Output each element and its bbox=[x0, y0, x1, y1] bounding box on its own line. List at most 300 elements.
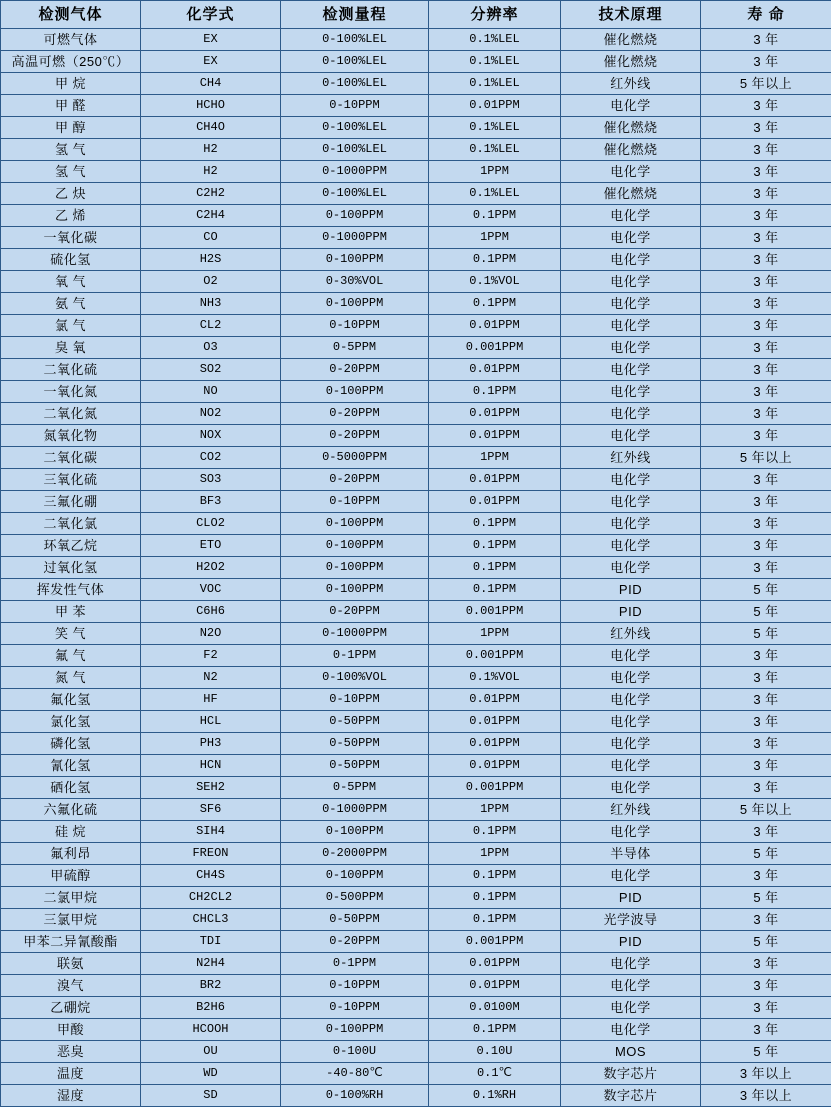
cell-range: 0-100PPM bbox=[281, 557, 429, 579]
cell-range: 0-2000PPM bbox=[281, 843, 429, 865]
cell-principle: 电化学 bbox=[561, 271, 701, 293]
cell-formula: H2O2 bbox=[141, 557, 281, 579]
cell-resolution: 0.01PPM bbox=[429, 975, 561, 997]
cell-principle: MOS bbox=[561, 1041, 701, 1063]
cell-resolution: 0.1%LEL bbox=[429, 183, 561, 205]
cell-lifetime: 3 年 bbox=[701, 51, 831, 73]
cell-resolution: 0.1PPM bbox=[429, 909, 561, 931]
cell-gas: 三氯甲烷 bbox=[1, 909, 141, 931]
cell-principle: 电化学 bbox=[561, 733, 701, 755]
table-row bbox=[1, 403, 831, 425]
cell-range: 0-1PPM bbox=[281, 645, 429, 667]
cell-lifetime: 3 年 bbox=[701, 777, 831, 799]
cell-formula: CH4 bbox=[141, 73, 281, 95]
cell-resolution: 0.1PPM bbox=[429, 535, 561, 557]
cell-principle: 电化学 bbox=[561, 535, 701, 557]
cell-principle: 电化学 bbox=[561, 315, 701, 337]
cell-lifetime: 3 年 bbox=[701, 183, 831, 205]
cell-range: 0-100PPM bbox=[281, 249, 429, 271]
cell-range: 0-100%LEL bbox=[281, 139, 429, 161]
table-row bbox=[1, 1019, 831, 1041]
cell-gas: 六氟化硫 bbox=[1, 799, 141, 821]
table-row bbox=[1, 249, 831, 271]
cell-resolution: 0.1PPM bbox=[429, 381, 561, 403]
cell-principle: 红外线 bbox=[561, 799, 701, 821]
cell-lifetime: 3 年 bbox=[701, 865, 831, 887]
cell-range: 0-1000PPM bbox=[281, 623, 429, 645]
cell-lifetime: 3 年 bbox=[701, 293, 831, 315]
cell-range: 0-1000PPM bbox=[281, 161, 429, 183]
table-row bbox=[1, 161, 831, 183]
cell-resolution: 0.01PPM bbox=[429, 469, 561, 491]
cell-resolution: 0.1PPM bbox=[429, 821, 561, 843]
cell-resolution: 0.1PPM bbox=[429, 579, 561, 601]
cell-resolution: 0.1PPM bbox=[429, 865, 561, 887]
cell-formula: CH4O bbox=[141, 117, 281, 139]
table-row bbox=[1, 843, 831, 865]
cell-range: 0-500PPM bbox=[281, 887, 429, 909]
cell-resolution: 0.01PPM bbox=[429, 953, 561, 975]
cell-range: 0-20PPM bbox=[281, 425, 429, 447]
cell-formula: HCN bbox=[141, 755, 281, 777]
table-row bbox=[1, 1041, 831, 1063]
table-row bbox=[1, 293, 831, 315]
cell-formula: O2 bbox=[141, 271, 281, 293]
table-row bbox=[1, 821, 831, 843]
cell-resolution: 0.001PPM bbox=[429, 601, 561, 623]
cell-resolution: 0.001PPM bbox=[429, 931, 561, 953]
cell-lifetime: 3 年 bbox=[701, 315, 831, 337]
cell-resolution: 0.1PPM bbox=[429, 1019, 561, 1041]
cell-principle: 电化学 bbox=[561, 1019, 701, 1041]
cell-lifetime: 3 年 bbox=[701, 469, 831, 491]
cell-resolution: 1PPM bbox=[429, 799, 561, 821]
cell-formula: ETO bbox=[141, 535, 281, 557]
table-row bbox=[1, 931, 831, 953]
cell-principle: 电化学 bbox=[561, 403, 701, 425]
cell-principle: 电化学 bbox=[561, 337, 701, 359]
cell-gas: 溴气 bbox=[1, 975, 141, 997]
cell-gas: 氨 气 bbox=[1, 293, 141, 315]
cell-resolution: 0.1%LEL bbox=[429, 139, 561, 161]
cell-resolution: 0.01PPM bbox=[429, 403, 561, 425]
table-row bbox=[1, 1085, 831, 1107]
cell-lifetime: 3 年 bbox=[701, 117, 831, 139]
cell-resolution: 0.01PPM bbox=[429, 711, 561, 733]
table-row bbox=[1, 1063, 831, 1085]
cell-formula: EX bbox=[141, 51, 281, 73]
cell-resolution: 0.001PPM bbox=[429, 337, 561, 359]
cell-resolution: 0.1%LEL bbox=[429, 29, 561, 51]
cell-range: 0-50PPM bbox=[281, 711, 429, 733]
cell-principle: 电化学 bbox=[561, 95, 701, 117]
cell-resolution: 0.01PPM bbox=[429, 425, 561, 447]
table-row bbox=[1, 425, 831, 447]
cell-resolution: 0.01PPM bbox=[429, 755, 561, 777]
cell-range: 0-20PPM bbox=[281, 359, 429, 381]
table-row bbox=[1, 183, 831, 205]
cell-range: 0-5PPM bbox=[281, 777, 429, 799]
cell-formula: BR2 bbox=[141, 975, 281, 997]
cell-formula: N2 bbox=[141, 667, 281, 689]
cell-range: 0-20PPM bbox=[281, 601, 429, 623]
cell-gas: 氰化氢 bbox=[1, 755, 141, 777]
cell-range: 0-100%LEL bbox=[281, 29, 429, 51]
cell-gas: 乙 烯 bbox=[1, 205, 141, 227]
cell-lifetime: 5 年 bbox=[701, 623, 831, 645]
cell-lifetime: 5 年 bbox=[701, 843, 831, 865]
cell-gas: 甲 醇 bbox=[1, 117, 141, 139]
cell-lifetime: 3 年 bbox=[701, 711, 831, 733]
cell-principle: 催化燃烧 bbox=[561, 29, 701, 51]
cell-principle: PID bbox=[561, 931, 701, 953]
cell-lifetime: 3 年 bbox=[701, 337, 831, 359]
cell-lifetime: 3 年 bbox=[701, 733, 831, 755]
table-row bbox=[1, 579, 831, 601]
cell-range: 0-100PPM bbox=[281, 821, 429, 843]
cell-gas: 氮氧化物 bbox=[1, 425, 141, 447]
cell-lifetime: 3 年 bbox=[701, 755, 831, 777]
cell-range: 0-1PPM bbox=[281, 953, 429, 975]
cell-gas: 乙 炔 bbox=[1, 183, 141, 205]
cell-principle: 电化学 bbox=[561, 293, 701, 315]
cell-resolution: 0.01PPM bbox=[429, 733, 561, 755]
table-row bbox=[1, 997, 831, 1019]
cell-range: 0-100PPM bbox=[281, 293, 429, 315]
table-row bbox=[1, 865, 831, 887]
cell-gas: 三氧化硫 bbox=[1, 469, 141, 491]
cell-resolution: 0.1%VOL bbox=[429, 667, 561, 689]
cell-lifetime: 3 年 bbox=[701, 227, 831, 249]
cell-formula: NH3 bbox=[141, 293, 281, 315]
cell-principle: PID bbox=[561, 601, 701, 623]
table-row bbox=[1, 271, 831, 293]
cell-range: 0-10PPM bbox=[281, 315, 429, 337]
cell-principle: 数字芯片 bbox=[561, 1063, 701, 1085]
cell-lifetime: 3 年 bbox=[701, 425, 831, 447]
cell-lifetime: 5 年 bbox=[701, 931, 831, 953]
cell-principle: 电化学 bbox=[561, 491, 701, 513]
cell-range: 0-100%RH bbox=[281, 1085, 429, 1107]
cell-gas: 三氟化硼 bbox=[1, 491, 141, 513]
cell-formula: OU bbox=[141, 1041, 281, 1063]
cell-lifetime: 3 年 bbox=[701, 689, 831, 711]
table-row bbox=[1, 337, 831, 359]
cell-principle: 催化燃烧 bbox=[561, 183, 701, 205]
cell-lifetime: 3 年 bbox=[701, 359, 831, 381]
cell-range: 0-100%LEL bbox=[281, 117, 429, 139]
cell-principle: 电化学 bbox=[561, 557, 701, 579]
cell-formula: FREON bbox=[141, 843, 281, 865]
cell-resolution: 0.10U bbox=[429, 1041, 561, 1063]
cell-gas: 可燃气体 bbox=[1, 29, 141, 51]
cell-range: 0-10PPM bbox=[281, 491, 429, 513]
cell-resolution: 0.01PPM bbox=[429, 95, 561, 117]
table-row bbox=[1, 645, 831, 667]
cell-formula: C2H2 bbox=[141, 183, 281, 205]
cell-range: -40-80℃ bbox=[281, 1063, 429, 1085]
cell-resolution: 0.01PPM bbox=[429, 315, 561, 337]
cell-range: 0-100PPM bbox=[281, 865, 429, 887]
table-row bbox=[1, 29, 831, 51]
cell-resolution: 0.001PPM bbox=[429, 645, 561, 667]
cell-gas: 高温可燃（250℃） bbox=[1, 51, 141, 73]
cell-principle: 电化学 bbox=[561, 645, 701, 667]
cell-range: 0-1000PPM bbox=[281, 799, 429, 821]
table-row bbox=[1, 117, 831, 139]
cell-principle: 电化学 bbox=[561, 227, 701, 249]
cell-lifetime: 3 年 bbox=[701, 205, 831, 227]
cell-principle: 电化学 bbox=[561, 205, 701, 227]
cell-principle: 电化学 bbox=[561, 249, 701, 271]
cell-principle: 电化学 bbox=[561, 689, 701, 711]
cell-principle: 电化学 bbox=[561, 161, 701, 183]
cell-gas: 甲苯二异氰酸酯 bbox=[1, 931, 141, 953]
table-row bbox=[1, 73, 831, 95]
cell-formula: NOX bbox=[141, 425, 281, 447]
cell-range: 0-100PPM bbox=[281, 579, 429, 601]
cell-formula: SIH4 bbox=[141, 821, 281, 843]
cell-formula: O3 bbox=[141, 337, 281, 359]
cell-gas: 硒化氢 bbox=[1, 777, 141, 799]
cell-resolution: 0.0100M bbox=[429, 997, 561, 1019]
cell-formula: CH2CL2 bbox=[141, 887, 281, 909]
cell-principle: 电化学 bbox=[561, 821, 701, 843]
table-row bbox=[1, 227, 831, 249]
table-row bbox=[1, 205, 831, 227]
cell-gas: 硅 烷 bbox=[1, 821, 141, 843]
cell-lifetime: 3 年 bbox=[701, 645, 831, 667]
cell-range: 0-100PPM bbox=[281, 513, 429, 535]
cell-lifetime: 3 年 bbox=[701, 381, 831, 403]
cell-range: 0-10PPM bbox=[281, 689, 429, 711]
table-row bbox=[1, 667, 831, 689]
cell-resolution: 0.1PPM bbox=[429, 293, 561, 315]
cell-range: 0-1000PPM bbox=[281, 227, 429, 249]
cell-gas: 环氧乙烷 bbox=[1, 535, 141, 557]
cell-range: 0-100%LEL bbox=[281, 183, 429, 205]
table-row bbox=[1, 491, 831, 513]
cell-gas: 氯 气 bbox=[1, 315, 141, 337]
cell-formula: HCHO bbox=[141, 95, 281, 117]
table-row bbox=[1, 513, 831, 535]
cell-gas: 湿度 bbox=[1, 1085, 141, 1107]
cell-resolution: 0.1PPM bbox=[429, 557, 561, 579]
cell-resolution: 0.1%LEL bbox=[429, 117, 561, 139]
cell-formula: CO bbox=[141, 227, 281, 249]
cell-lifetime: 5 年 bbox=[701, 887, 831, 909]
cell-range: 0-20PPM bbox=[281, 931, 429, 953]
cell-resolution: 1PPM bbox=[429, 227, 561, 249]
cell-gas: 氮 气 bbox=[1, 667, 141, 689]
cell-gas: 磷化氢 bbox=[1, 733, 141, 755]
cell-gas: 氯化氢 bbox=[1, 711, 141, 733]
cell-formula: F2 bbox=[141, 645, 281, 667]
cell-lifetime: 5 年 bbox=[701, 1041, 831, 1063]
cell-formula: CL2 bbox=[141, 315, 281, 337]
cell-lifetime: 5 年以上 bbox=[701, 73, 831, 95]
cell-principle: 电化学 bbox=[561, 755, 701, 777]
cell-formula: HF bbox=[141, 689, 281, 711]
table-row bbox=[1, 601, 831, 623]
cell-principle: 电化学 bbox=[561, 667, 701, 689]
cell-lifetime: 3 年 bbox=[701, 535, 831, 557]
cell-principle: 电化学 bbox=[561, 975, 701, 997]
cell-formula: CO2 bbox=[141, 447, 281, 469]
cell-formula: N2O bbox=[141, 623, 281, 645]
table-row bbox=[1, 799, 831, 821]
cell-formula: H2 bbox=[141, 161, 281, 183]
cell-lifetime: 5 年 bbox=[701, 601, 831, 623]
cell-principle: 电化学 bbox=[561, 359, 701, 381]
cell-principle: 电化学 bbox=[561, 711, 701, 733]
cell-gas: 氧 气 bbox=[1, 271, 141, 293]
table-row bbox=[1, 95, 831, 117]
cell-gas: 氟化氢 bbox=[1, 689, 141, 711]
cell-range: 0-100%LEL bbox=[281, 51, 429, 73]
cell-gas: 臭 氧 bbox=[1, 337, 141, 359]
table-row bbox=[1, 887, 831, 909]
table-row bbox=[1, 535, 831, 557]
cell-principle: 红外线 bbox=[561, 447, 701, 469]
cell-principle: 电化学 bbox=[561, 381, 701, 403]
cell-range: 0-100PPM bbox=[281, 1019, 429, 1041]
cell-formula: SO2 bbox=[141, 359, 281, 381]
cell-lifetime: 3 年 bbox=[701, 997, 831, 1019]
cell-resolution: 0.01PPM bbox=[429, 689, 561, 711]
cell-principle: 光学波导 bbox=[561, 909, 701, 931]
cell-range: 0-10PPM bbox=[281, 95, 429, 117]
cell-gas: 二氧化碳 bbox=[1, 447, 141, 469]
table-row bbox=[1, 777, 831, 799]
cell-principle: 催化燃烧 bbox=[561, 139, 701, 161]
table-row bbox=[1, 689, 831, 711]
cell-formula: CLO2 bbox=[141, 513, 281, 535]
cell-formula: SO3 bbox=[141, 469, 281, 491]
cell-gas: 挥发性气体 bbox=[1, 579, 141, 601]
cell-lifetime: 3 年 bbox=[701, 909, 831, 931]
cell-resolution: 0.01PPM bbox=[429, 491, 561, 513]
cell-principle: 电化学 bbox=[561, 469, 701, 491]
cell-formula: SEH2 bbox=[141, 777, 281, 799]
column-header-lifetime: 寿 命 bbox=[701, 1, 831, 29]
cell-lifetime: 5 年以上 bbox=[701, 799, 831, 821]
cell-gas: 硫化氢 bbox=[1, 249, 141, 271]
cell-formula: H2 bbox=[141, 139, 281, 161]
cell-gas: 笑 气 bbox=[1, 623, 141, 645]
cell-formula: C2H4 bbox=[141, 205, 281, 227]
cell-gas: 一氧化碳 bbox=[1, 227, 141, 249]
cell-gas: 甲 苯 bbox=[1, 601, 141, 623]
cell-range: 0-50PPM bbox=[281, 733, 429, 755]
cell-principle: 半导体 bbox=[561, 843, 701, 865]
cell-range: 0-30%VOL bbox=[281, 271, 429, 293]
cell-gas: 氟利昂 bbox=[1, 843, 141, 865]
cell-resolution: 0.1%LEL bbox=[429, 51, 561, 73]
cell-gas: 一氧化氮 bbox=[1, 381, 141, 403]
cell-range: 0-10PPM bbox=[281, 997, 429, 1019]
cell-formula: HCOOH bbox=[141, 1019, 281, 1041]
cell-lifetime: 5 年以上 bbox=[701, 447, 831, 469]
cell-formula: VOC bbox=[141, 579, 281, 601]
cell-lifetime: 3 年 bbox=[701, 139, 831, 161]
cell-principle: PID bbox=[561, 887, 701, 909]
column-header-formula: 化学式 bbox=[141, 1, 281, 29]
cell-lifetime: 3 年 bbox=[701, 491, 831, 513]
cell-principle: 催化燃烧 bbox=[561, 51, 701, 73]
table-row bbox=[1, 381, 831, 403]
cell-range: 0-100%VOL bbox=[281, 667, 429, 689]
table-row bbox=[1, 51, 831, 73]
cell-gas: 恶臭 bbox=[1, 1041, 141, 1063]
table-header-row bbox=[1, 1, 831, 29]
cell-lifetime: 3 年 bbox=[701, 161, 831, 183]
cell-resolution: 0.1PPM bbox=[429, 513, 561, 535]
cell-formula: NO2 bbox=[141, 403, 281, 425]
cell-formula: EX bbox=[141, 29, 281, 51]
cell-resolution: 1PPM bbox=[429, 161, 561, 183]
cell-resolution: 0.1PPM bbox=[429, 249, 561, 271]
cell-principle: 电化学 bbox=[561, 513, 701, 535]
table-row bbox=[1, 953, 831, 975]
cell-formula: SF6 bbox=[141, 799, 281, 821]
cell-range: 0-10PPM bbox=[281, 975, 429, 997]
cell-principle: 催化燃烧 bbox=[561, 117, 701, 139]
cell-gas: 二氧化氯 bbox=[1, 513, 141, 535]
cell-range: 0-5PPM bbox=[281, 337, 429, 359]
cell-resolution: 0.1PPM bbox=[429, 887, 561, 909]
cell-formula: CH4S bbox=[141, 865, 281, 887]
cell-principle: 电化学 bbox=[561, 953, 701, 975]
cell-lifetime: 3 年 bbox=[701, 953, 831, 975]
cell-formula: HCL bbox=[141, 711, 281, 733]
table-row bbox=[1, 909, 831, 931]
table-row bbox=[1, 755, 831, 777]
column-header-resolution: 分辨率 bbox=[429, 1, 561, 29]
cell-gas: 过氧化氢 bbox=[1, 557, 141, 579]
cell-principle: PID bbox=[561, 579, 701, 601]
cell-gas: 甲硫醇 bbox=[1, 865, 141, 887]
cell-lifetime: 3 年 bbox=[701, 975, 831, 997]
table-row bbox=[1, 733, 831, 755]
table-row bbox=[1, 469, 831, 491]
cell-resolution: 1PPM bbox=[429, 447, 561, 469]
cell-resolution: 1PPM bbox=[429, 623, 561, 645]
table-row bbox=[1, 711, 831, 733]
cell-resolution: 0.1PPM bbox=[429, 205, 561, 227]
cell-resolution: 0.001PPM bbox=[429, 777, 561, 799]
cell-gas: 甲 烷 bbox=[1, 73, 141, 95]
cell-formula: TDI bbox=[141, 931, 281, 953]
cell-formula: CHCL3 bbox=[141, 909, 281, 931]
cell-gas: 氟 气 bbox=[1, 645, 141, 667]
cell-gas: 二氧化硫 bbox=[1, 359, 141, 381]
cell-formula: SD bbox=[141, 1085, 281, 1107]
cell-range: 0-50PPM bbox=[281, 755, 429, 777]
cell-lifetime: 3 年 bbox=[701, 249, 831, 271]
cell-lifetime: 3 年以上 bbox=[701, 1085, 831, 1107]
cell-formula: N2H4 bbox=[141, 953, 281, 975]
cell-formula: WD bbox=[141, 1063, 281, 1085]
cell-range: 0-100PPM bbox=[281, 535, 429, 557]
table-row bbox=[1, 139, 831, 161]
cell-lifetime: 3 年 bbox=[701, 29, 831, 51]
cell-lifetime: 3 年 bbox=[701, 1019, 831, 1041]
cell-resolution: 0.1%RH bbox=[429, 1085, 561, 1107]
cell-gas: 二氯甲烷 bbox=[1, 887, 141, 909]
cell-range: 0-20PPM bbox=[281, 403, 429, 425]
cell-range: 0-100U bbox=[281, 1041, 429, 1063]
